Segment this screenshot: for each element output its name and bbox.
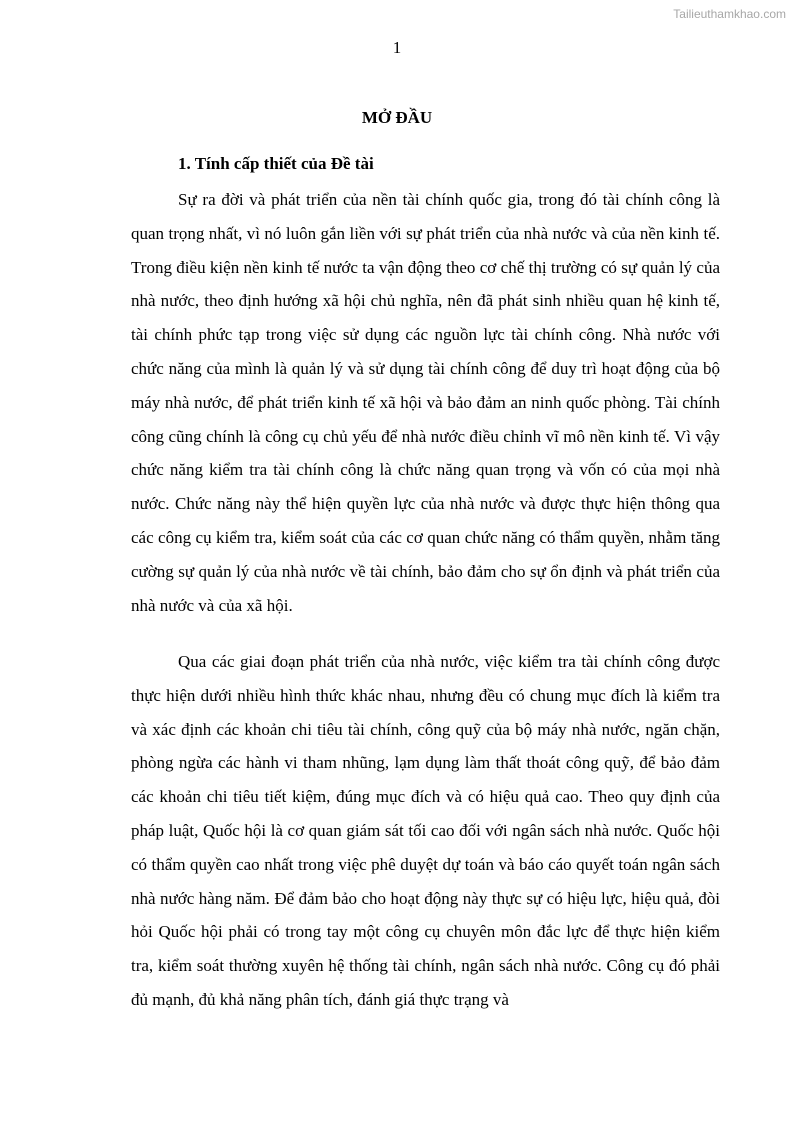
watermark: Tailieuthamkhao.com	[673, 7, 786, 21]
page-number: 1	[392, 38, 402, 57]
section-title: 1. Tính cấp thiết của Đề tài	[178, 154, 374, 173]
body-paragraph-1: Sự ra đời và phát triển của nền tài chính quốc gia, trong đó tài chính công là quan trọng nhất, vì nó luôn gắn liền với sự phát triển của nhà nước và của nền kinh tế. Trong điều kiện nền kinh tế nước ta vận động theo cơ chế thị trường có sự quản lý của nhà nước, theo định hướng xã hội chủ nghĩa, nên đã phát sinh nhiều quan hệ kinh tế, tài chính phức tạp trong việc sử dụng các nguồn lực tài chính công. Nhà nước với chức năng của mình là quản lý và sử dụng tài chính công để duy trì hoạt động của bộ máy nhà nước, để phát triển kinh tế xã hội và bảo đảm an ninh quốc phòng. Tài chính công cũng chính là công cụ chủ yếu để nhà nước điều chỉnh vĩ mô nền kinh tế. Vì vậy chức năng kiểm tra tài chính công là chức năng quan trọng và vốn có của mọi nhà nước. Chức năng này thể hiện quyền lực của nhà nước và được thực hiện thông qua các công cụ kiểm tra, kiểm soát của các cơ quan chức năng có thẩm quyền, nhằm tăng cường sự quản lý của nhà nước về tài chính, bảo đảm cho sự ổn định và phát triển của nhà nước và của xã hội.	[131, 190, 720, 615]
page-heading: MỞ ĐẦU	[361, 108, 433, 127]
body-paragraph-2: Qua các giai đoạn phát triển của nhà nước, việc kiểm tra tài chính công được thực hiện dưới nhiều hình thức khác nhau, nhưng đều có chung mục đích là kiểm tra và xác định các khoản chi tiêu tài chính, công quỹ của bộ máy nhà nước, ngăn chặn, phòng ngừa các hành vi tham nhũng, lạm dụng làm thất thoát công quỹ, để bảo đảm các khoản chi tiêu tiết kiệm, đúng mục đích và có hiệu quả cao. Theo quy định của pháp luật, Quốc hội là cơ quan giám sát tối cao đối với ngân sách nhà nước. Quốc hội có thẩm quyền cao nhất trong việc phê duyệt dự toán và báo cáo quyết toán ngân sách nhà nước hàng năm. Để đảm bảo cho hoạt động này thực sự có hiệu lực, hiệu quả, đòi hỏi Quốc hội phải có trong tay một công cụ chuyên môn đắc lực để thực hiện kiểm tra, kiểm soát thường xuyên hệ thống tài chính, ngân sách nhà nước. Công cụ đó phải đủ mạnh, đủ khả năng phân tích, đánh giá thực trạng và	[131, 652, 720, 1009]
